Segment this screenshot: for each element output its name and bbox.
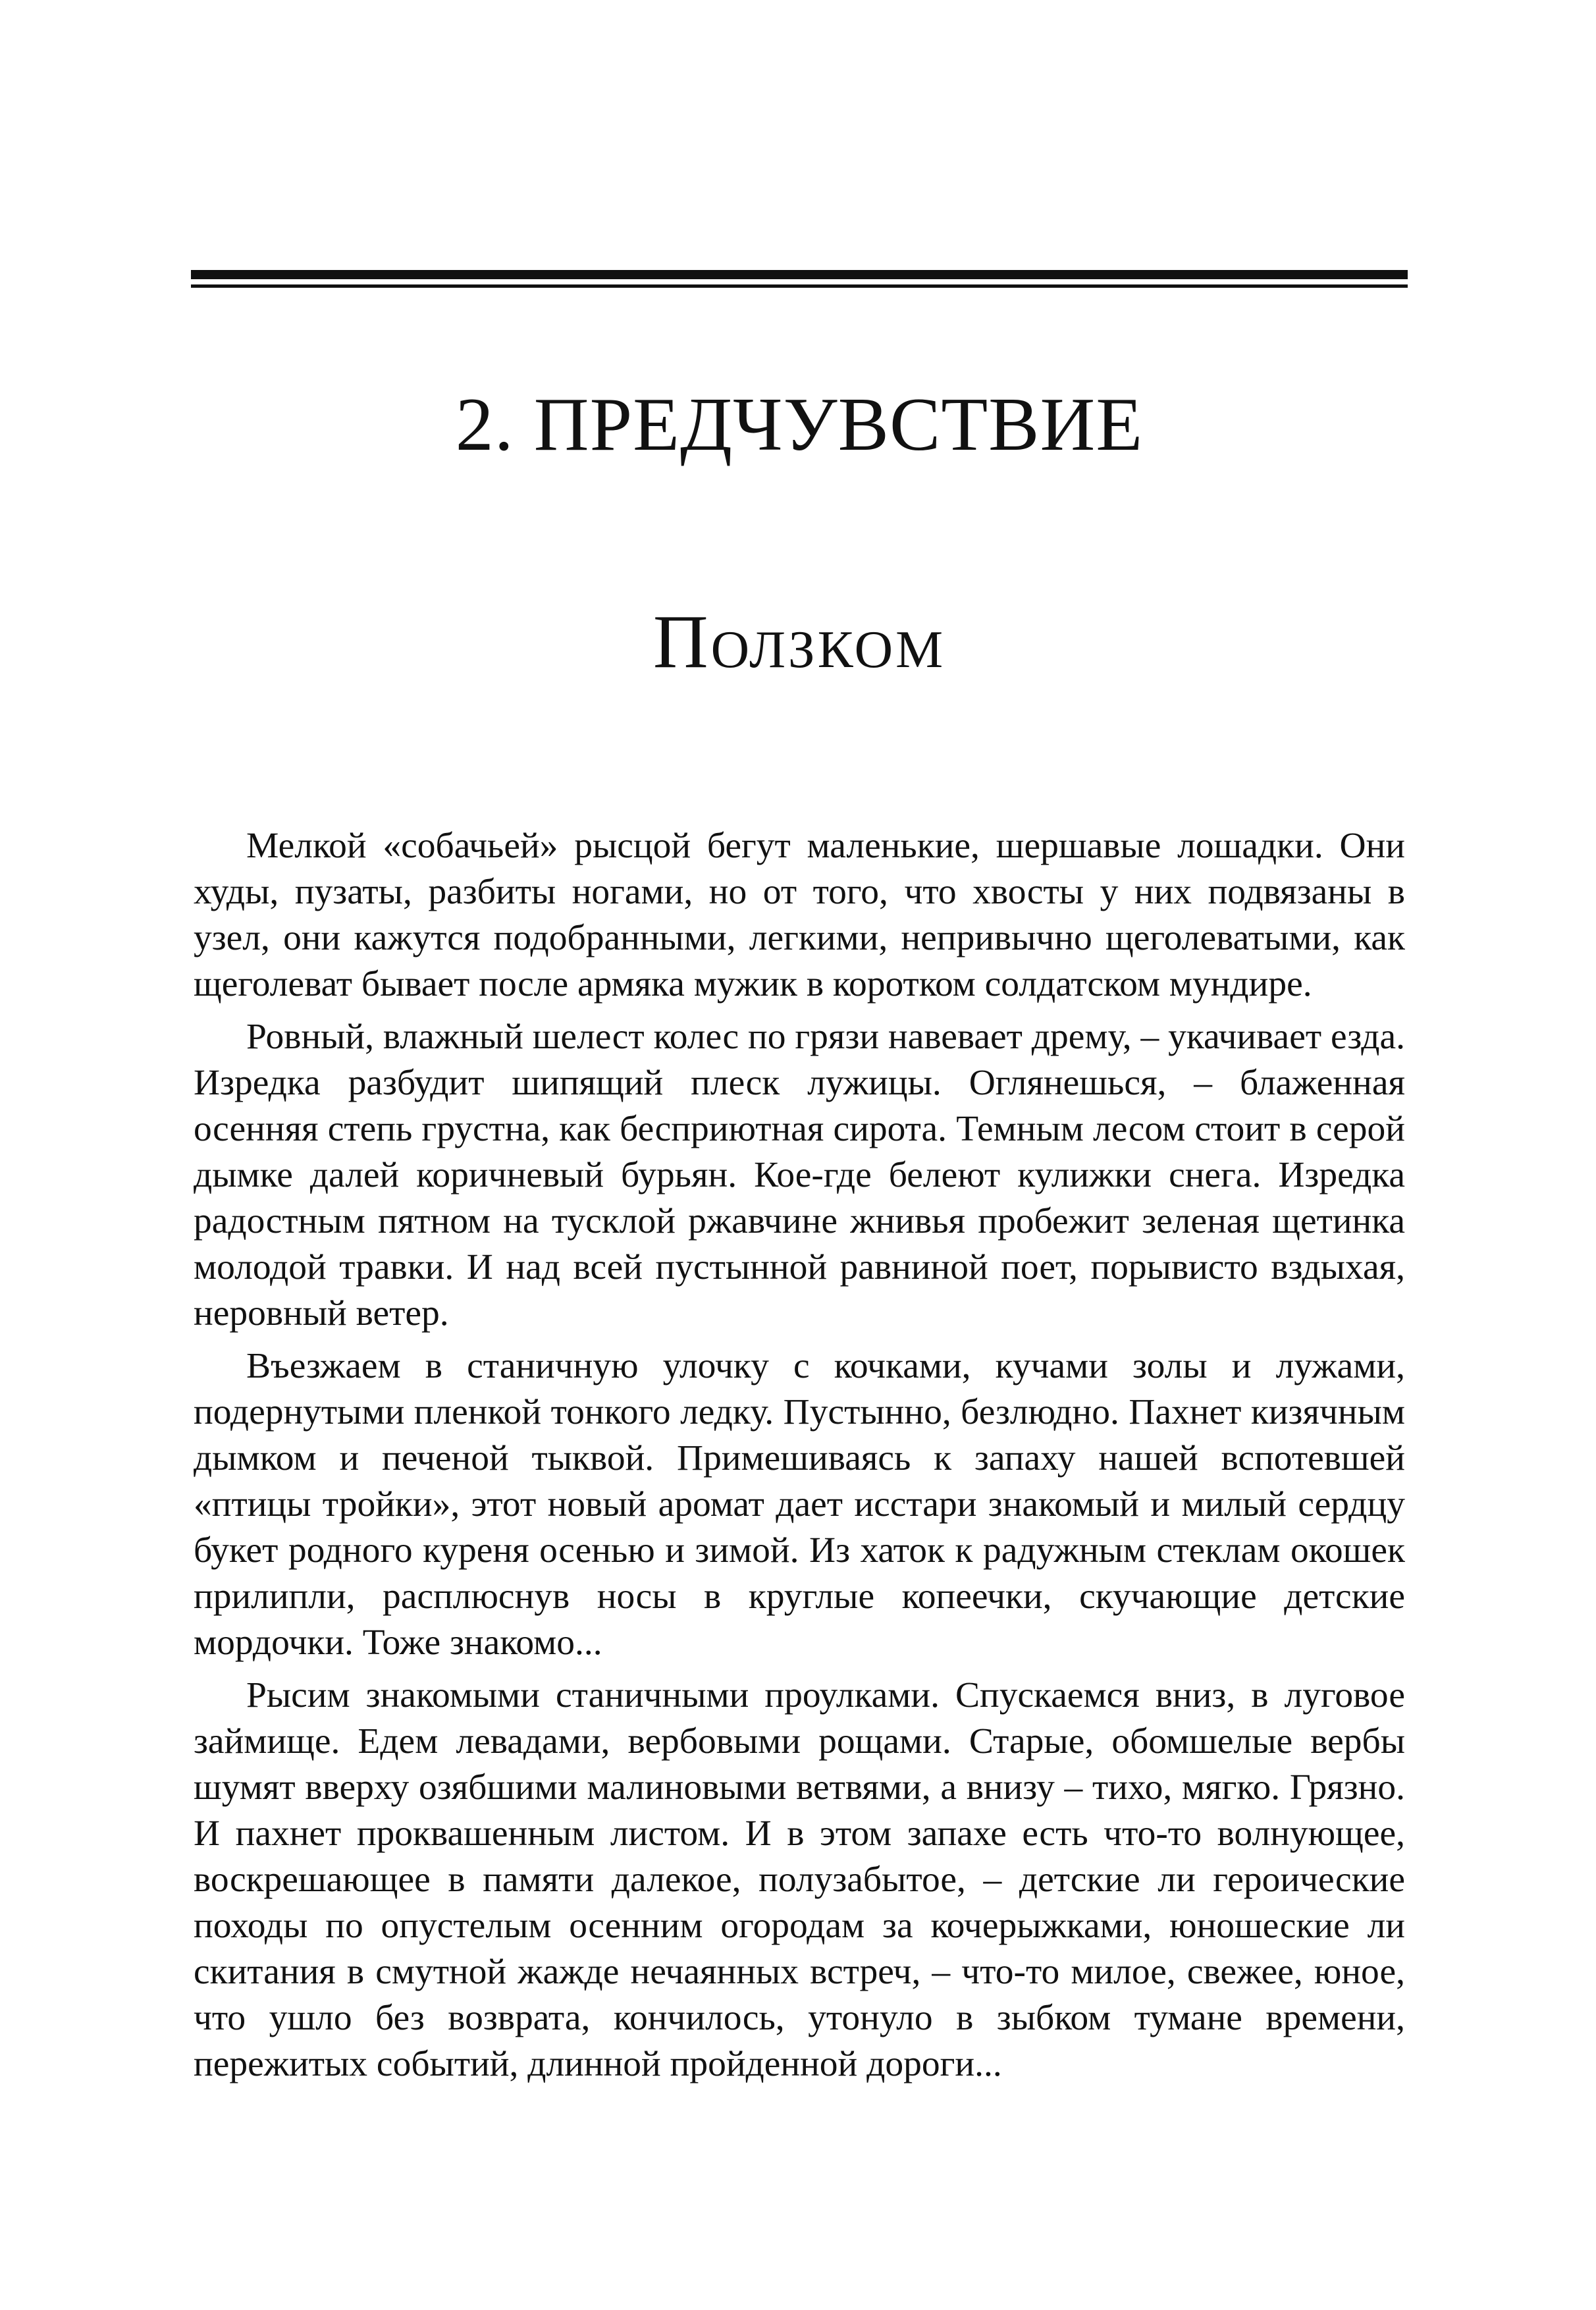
chapter-title: 2. ПРЕДЧУВСТВИЕ [455, 383, 1144, 467]
paragraph: Въезжаем в станичную улочку с кочками, кучами золы и лужами, подернутыми пленкой тонкого ледку. Пустынно, безлюдно. Пахнет кизячным дымком и печеной тыквой. Примешиваясь к запаху нашей вспотевшей «птицы тройки», этот новый аромат дает исстари знакомый и милый сердцу букет родного куреня осенью и зимой. Из хаток к радужным стеклам окошек прилипли, расплюснув носы в круглые копеечки, скучающие детские мордочки. Тоже знакомо... [194, 1346, 1405, 1663]
body-text [194, 823, 1405, 2087]
header-rule-thick [191, 270, 1408, 279]
section-title [191, 596, 1408, 688]
header-rule-thin [191, 284, 1408, 288]
paragraph: Мелкой «собачьей» рысцой бегут маленькие, шершавые лошадки. Они худы, пузаты, разбиты ногами, но от того, что хвосты у них подвязаны в узел, они кажутся подобранными, легкими, непривычно щеголеватыми, как щеголеват бывает после армяка мужик в коротком солдатском мундире. [194, 826, 1405, 1004]
paragraph: Рысим знакомыми станичными проулками. Спускаемся вниз, в луговое займище. Едем левадами, вербовыми рощами. Старые, обомшелые вербы шумят вверху озябшими малиновыми ветвями, а внизу – тихо, мягко. Грязно. И пахнет проквашенным листом. И в этом запахе есть что-то волнующее, воскрешающее в памяти далекое, полузабытое, – детские ли героические походы по опустелым осенним огородам за кочерыжками, юношеские ли скитания в смутной жажде нечаянных встреч, – что-то милое, свежее, юное, что ушло без возврата, кончилось, утонуло в зыбком тумане времени, пережитых событий, длинной пройденной дороги... [194, 1675, 1405, 2084]
section-title-text: Ползком [652, 600, 946, 684]
paragraph: Ровный, влажный шелест колес по грязи навевает дрему, – укачивает езда. Изредка разбудит шипящий плеск лужицы. Оглянешься, – блаженная осенняя степь грустна, как бесприютная сирота. Темным лесом стоит в серой дымке далей коричневый бурьян. Кое-где белеют кулижки снега. Изредка радостным пятном на тусклой ржавчине жнивья пробежит зеленая щетинка молодой травки. И над всей пустынной равниной поет, порывисто вздыхая, неровный ветер. [194, 1017, 1405, 1333]
